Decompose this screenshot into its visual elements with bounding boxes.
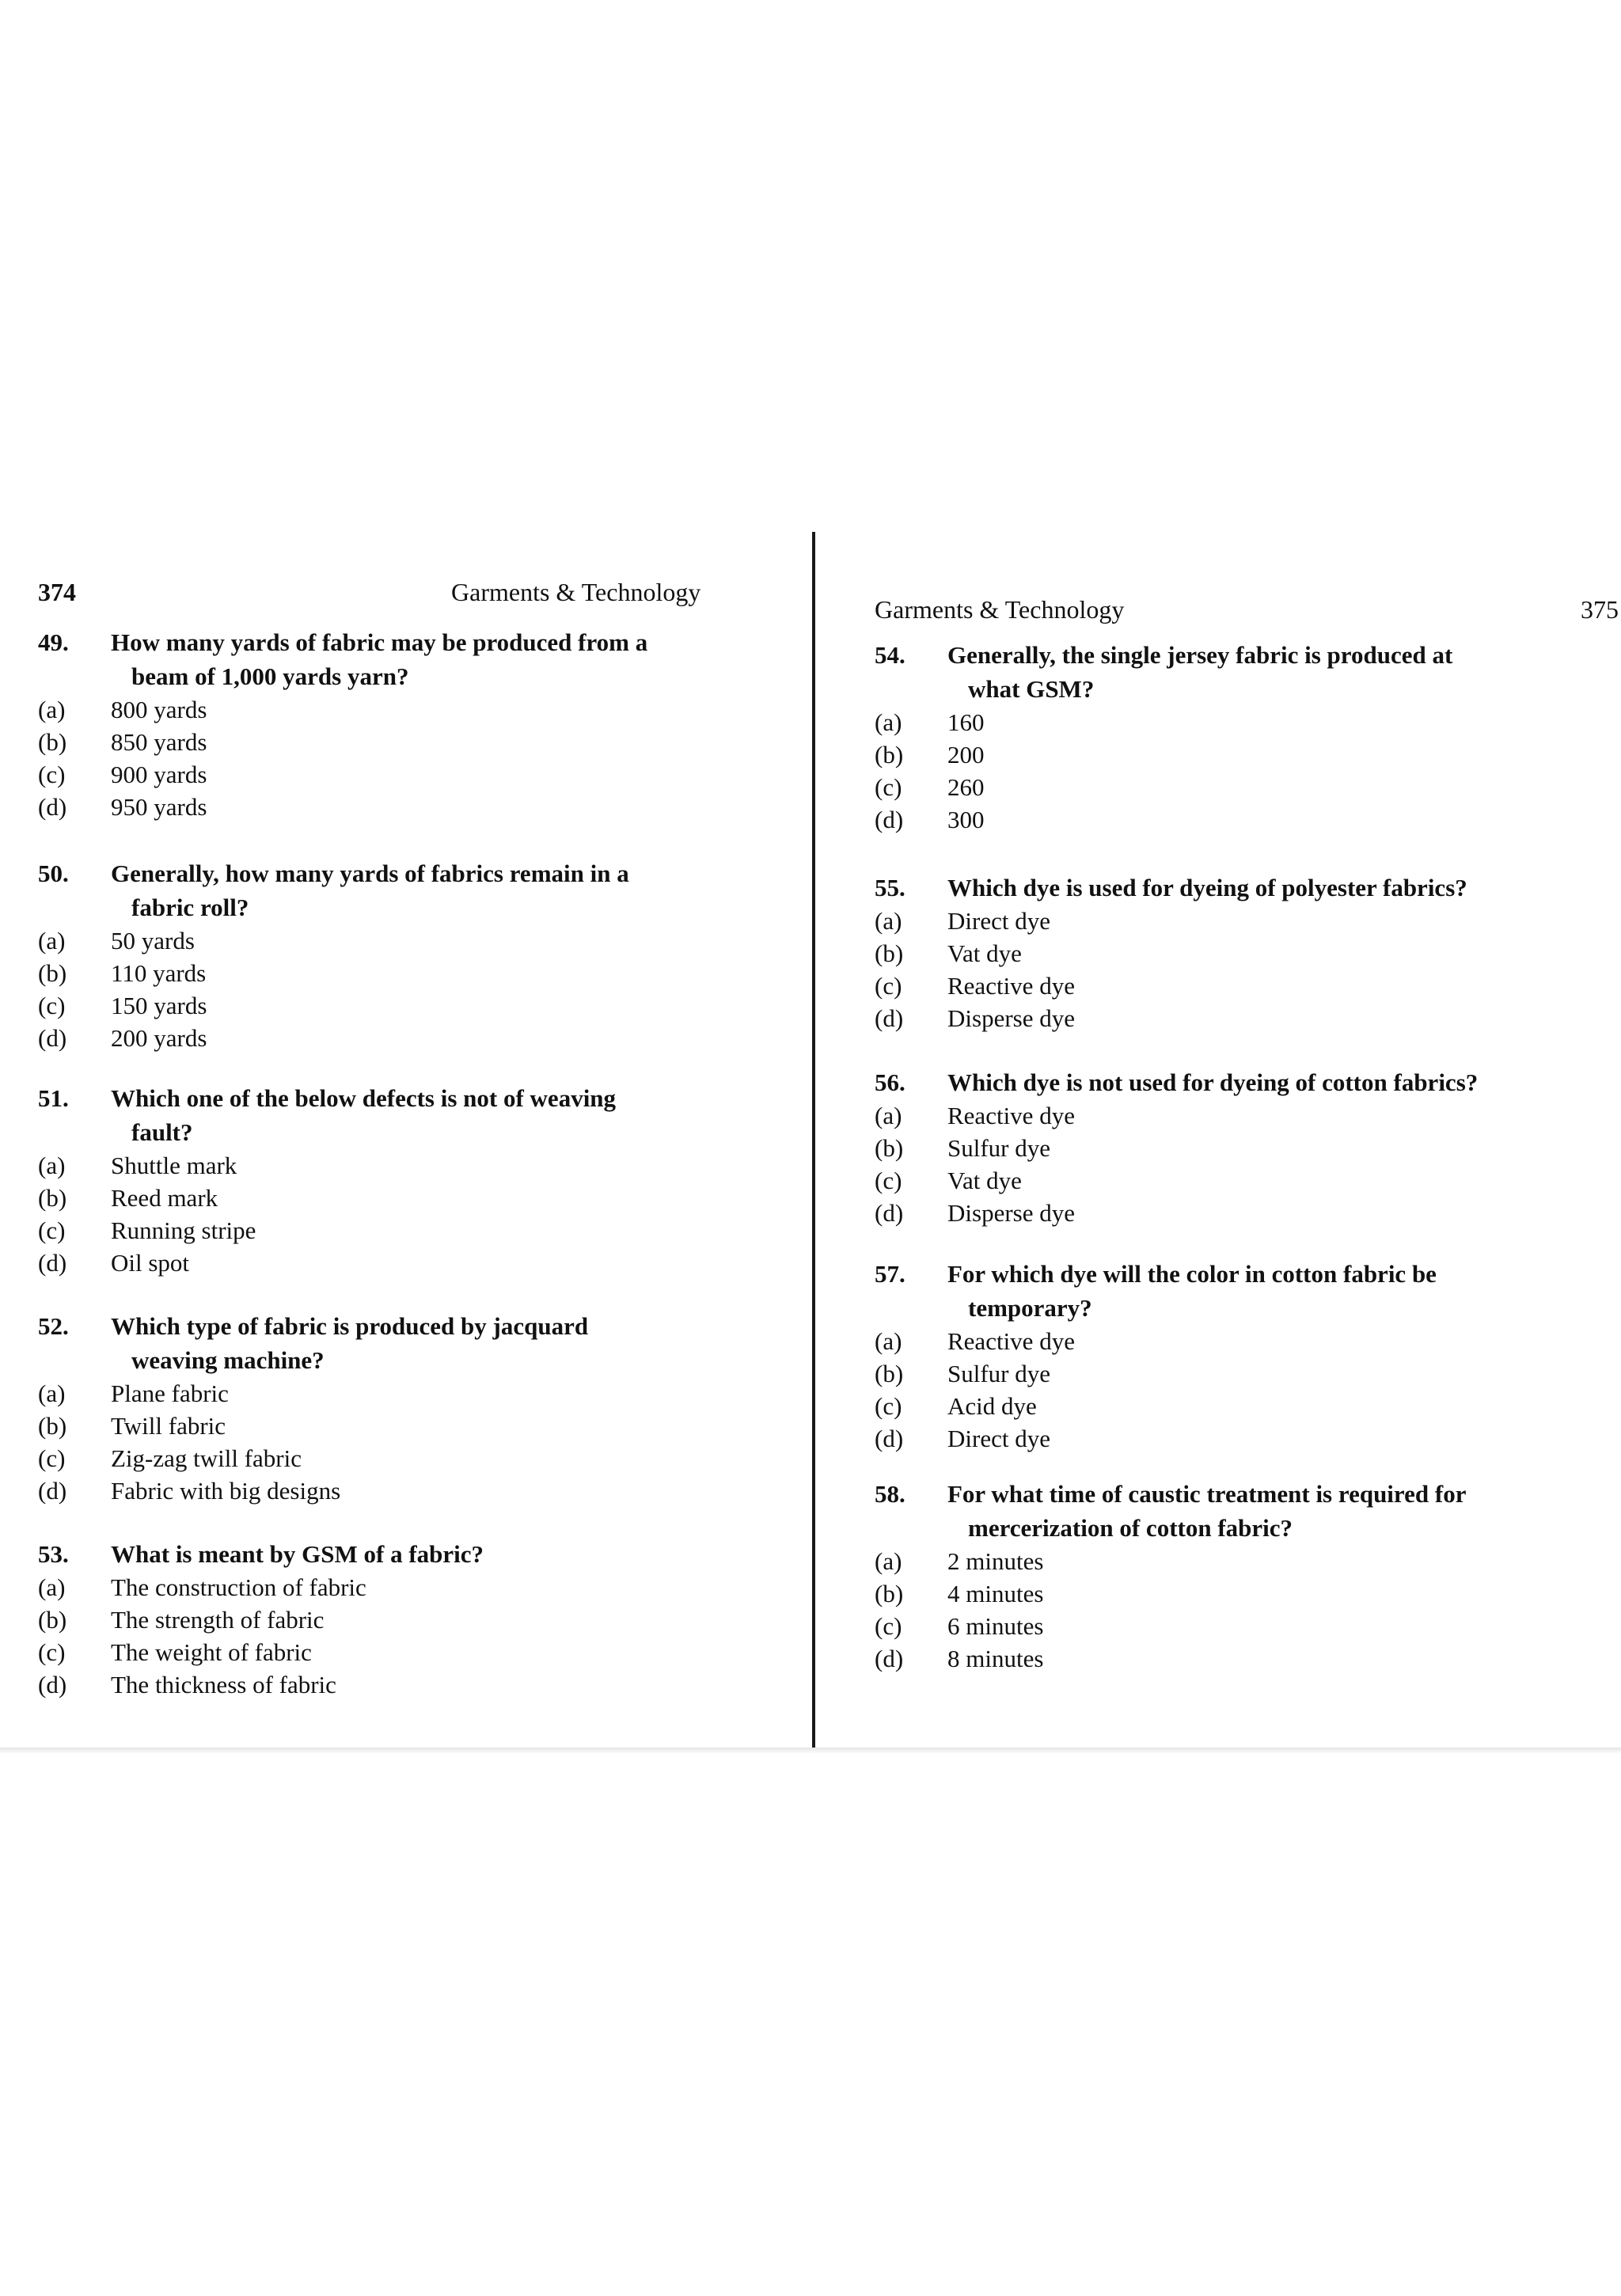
question-number: 50. [38,860,69,887]
question-text: Which type of fabric is produced by jacquard weaving machine? [111,1312,589,1374]
option: (b) 110 yards [38,959,207,987]
question-text: Generally, how many yards of fabrics remain in a fabric roll? [111,860,629,921]
option: (a) Shuttle mark [38,1152,237,1179]
option: (c) 6 minutes [875,1612,1044,1640]
option: (a) Reactive dye [875,1102,1075,1129]
question-49 [38,625,782,823]
option: (b) 4 minutes [875,1580,1044,1607]
question-text: Which dye is not used for dyeing of cotton fabrics? [947,1068,1479,1096]
option: (d) Direct dye [875,1425,1050,1452]
option: (a) The construction of fabric [38,1573,366,1601]
question-52 [38,1309,782,1507]
question-58 [875,1477,1619,1675]
option: (c) 150 yards [38,992,207,1019]
question-text: For which dye will the color in cotton fabric be temporary? [947,1260,1437,1322]
option: (b) Reed mark [38,1184,218,1212]
left-running-head [38,578,782,613]
question-55 [875,871,1619,1034]
question-number: 55. [875,874,905,901]
question-text: What is meant by GSM of a fabric? [111,1540,484,1568]
option: (a) 160 [875,708,985,736]
right-page [875,595,1619,1672]
question-text: Which one of the below defects is not of weaving fault? [111,1084,617,1146]
question-text: For what time of caustic treatment is required for mercerization of cotton fabric? [947,1480,1467,1542]
option: (a) 800 yards [38,696,207,723]
question-number: 58. [875,1480,905,1508]
option: (d) 200 yards [38,1024,207,1052]
option: (d) Fabric with big designs [38,1477,341,1505]
option: (a) Reactive dye [875,1327,1075,1355]
option: (b) Vat dye [875,939,1022,967]
option: (c) Zig-zag twill fabric [38,1444,302,1472]
option: (c) Running stripe [38,1216,256,1244]
right-running-head [875,595,1619,630]
option: (c) Reactive dye [875,972,1075,1000]
option: (d) Disperse dye [875,1004,1075,1032]
option: (b) Sulfur dye [875,1360,1051,1387]
option: (c) 900 yards [38,761,207,788]
option: (c) Acid dye [875,1392,1037,1420]
option: (d) Oil spot [38,1249,190,1277]
option: (c) Vat dye [875,1167,1022,1194]
option: (d) Disperse dye [875,1199,1075,1227]
question-number: 53. [38,1540,69,1568]
page-edge-shadow [0,1748,1621,1754]
question-text: Which dye is used for dyeing of polyester fabrics? [947,874,1467,901]
option: (b) The strength of fabric [38,1606,325,1634]
question-53 [38,1537,782,1701]
question-text: Generally, the single jersey fabric is produced at what GSM? [947,641,1453,703]
option: (a) Plane fabric [38,1379,229,1407]
left-page [38,578,782,1698]
question-number: 52. [38,1312,69,1340]
question-number: 51. [38,1084,69,1112]
question-56 [875,1065,1619,1229]
option: (a) 2 minutes [875,1547,1044,1575]
question-number: 56. [875,1068,905,1096]
option: (a) Direct dye [875,907,1050,935]
page-number: 374 [38,578,76,606]
question-57 [875,1257,1619,1455]
option: (b) Sulfur dye [875,1134,1051,1162]
question-number: 57. [875,1260,905,1288]
option: (b) Twill fabric [38,1412,226,1440]
question-51 [38,1081,782,1279]
option: (c) The weight of fabric [38,1638,312,1666]
question-50 [38,856,782,1054]
question-number: 54. [875,641,905,669]
page-number: 375 [1581,595,1619,624]
option: (d) 8 minutes [875,1645,1044,1672]
question-text: How many yards of fabric may be produced from a beam of 1,000 yards yarn? [111,628,648,690]
option: (d) 300 [875,806,985,833]
option: (d) 950 yards [38,793,207,821]
option: (d) The thickness of fabric [38,1671,336,1698]
question-number: 49. [38,628,69,656]
book-gutter [812,532,815,1748]
option: (b) 850 yards [38,728,207,756]
option: (c) 260 [875,773,985,801]
question-54 [875,638,1619,836]
option: (a) 50 yards [38,927,195,954]
running-title: Garments & Technology [875,595,1125,624]
option: (b) 200 [875,741,985,768]
running-title: Garments & Technology [451,578,701,606]
